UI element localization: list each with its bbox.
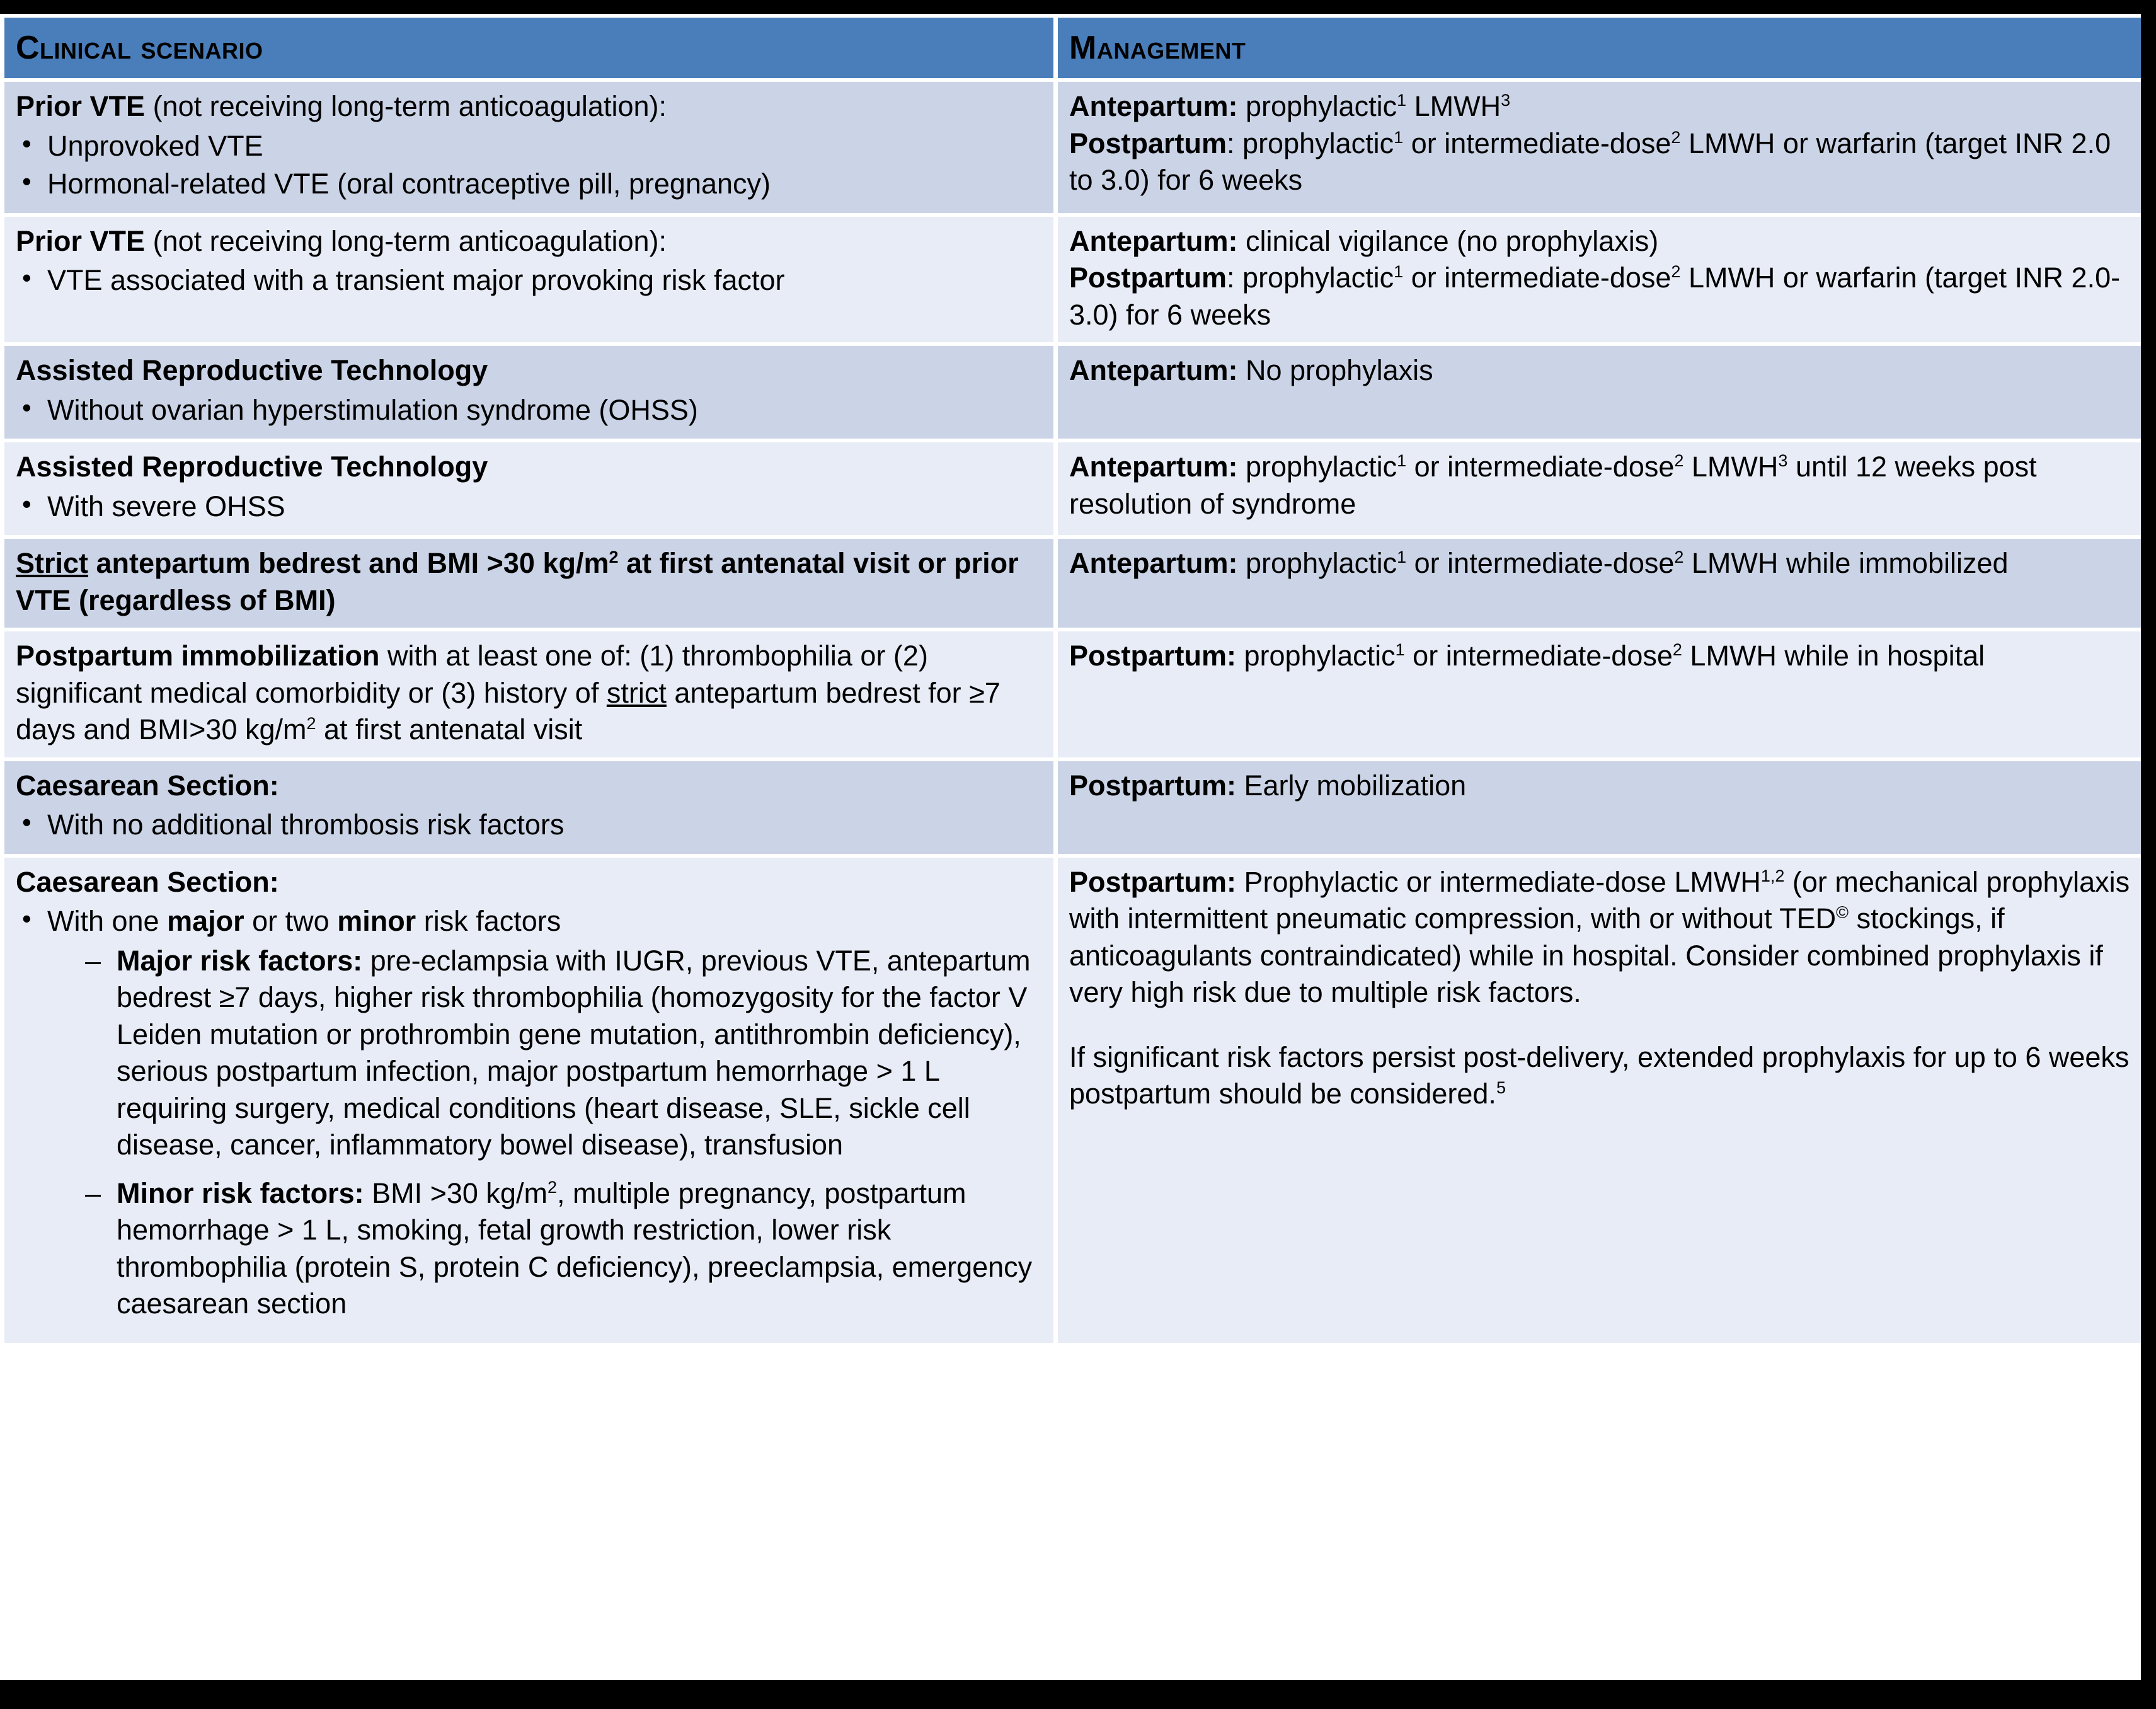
table-row xyxy=(4,631,2141,757)
scenario-bullet-list xyxy=(16,807,1043,844)
sub-bullet-label: Minor risk factors: xyxy=(117,1177,364,1209)
scenario-bullet-list xyxy=(16,903,1043,1323)
table-viewport xyxy=(0,14,2141,1680)
scenario-sub-bullet-list xyxy=(80,943,1043,1323)
management-postpartum-line: Postpartum: prophylactic$^1$ or intermediate-dose$^2$ LMWH while in hospital xyxy=(1069,640,1985,672)
table-row xyxy=(4,858,2141,1343)
cell-scenario xyxy=(4,761,1053,854)
cell-scenario xyxy=(4,82,1053,213)
list-item: • With severe OHSS xyxy=(16,488,1043,526)
management-antepartum-line: Antepartum: clinical vigilance (no prophylaxis) xyxy=(1069,224,1659,257)
underlined-term: Strict xyxy=(16,547,89,579)
vte-prophylaxis-table xyxy=(0,14,2141,1347)
list-item: • With no additional thrombosis risk factors xyxy=(16,807,1043,844)
table-row xyxy=(4,82,2141,213)
list-item: – Major risk factors: pre-eclampsia with IUGR, previous VTE, antepartum bedrest ≥7 days, higher risk thrombophilia (homozygosity for the factor V Leiden mutation or prothrombin gene mutation, antithrombin deficiency), serious postpartum infection, major postpartum hemorrhage > 1 L requiring surgery, medical conditions (heart disease, SLE, sickle cell disease, cancer, inflammatory bowel disease), transfusion xyxy=(80,943,1043,1164)
scenario-bullet-list xyxy=(16,262,1043,299)
scenario-bullet-list xyxy=(16,392,1043,429)
column-header-clinical-scenario xyxy=(4,18,1053,78)
cell-management xyxy=(1058,761,2141,854)
scenario-heading: Postpartum immobilization with at least one of: (1) thrombophilia or (2) significant medical comorbidity or (3) history of strict antepartum bedrest for ≥7 days and BMI>30 $kg/m^2$ at first antenatal visit xyxy=(16,640,1001,745)
underlined-term: strict xyxy=(606,676,667,709)
management-postpartum-line: Postpartum: prophylactic$^1$ or intermediate-dose$^2$ LMWH or warfarin (target INR 2.0-3.0) for 6 weeks xyxy=(1069,262,2121,331)
cell-management xyxy=(1058,858,2141,1343)
cell-management xyxy=(1058,346,2141,439)
column-header-management xyxy=(1058,18,2141,78)
table-header xyxy=(4,18,2141,78)
scenario-bullet-list xyxy=(16,488,1043,526)
header-row xyxy=(4,18,2141,78)
list-item: • With one major or two minor risk factors – Major risk factors: pre-eclampsia with IUGR, previous VTE, antepartum bedrest ≥7 days, higher risk thrombophilia (homozygosity for the factor V Leiden mutation or prothrombin gene mutation, antithrombin deficiency), serious postpartum infection, major postpartum hemorrhage > 1 L requiring surgery, medical conditions (heart disease, SLE, sickle cell disease, cancer, inflammatory bowel disease), transfusion – Minor risk factors: BMI >30 $kg/m^2$, multiple pregnancy, postpartum hemorrhage > 1 L, smoking, fetal growth restriction, lower risk thrombophilia (protein S, protein C deficiency), preeclampsia, emergency caesarean section xyxy=(16,903,1043,1323)
scenario-heading: Prior VTE (not receiving long-term anticoagulation): xyxy=(16,224,667,257)
scenario-bullet-list xyxy=(16,128,1043,203)
cell-scenario xyxy=(4,346,1053,439)
cell-scenario xyxy=(4,539,1053,628)
cell-management xyxy=(1058,442,2141,535)
management-paragraph-1: Postpartum: Prophylactic or intermediate-dose LMWH$^{1,2}$ (or mechanical prophylaxis with intermittent pneumatic compression, with or without TED© stockings, if anticoagulants contraindicated) while in hospital. Consider combined prophylaxis if very high risk due to multiple risk factors. xyxy=(1069,865,2130,1008)
cell-scenario xyxy=(4,858,1053,1343)
table-row xyxy=(4,217,2141,343)
copyright-icon: © xyxy=(1836,903,1849,922)
table-row xyxy=(4,442,2141,535)
header-label-scenario: Clinical scenario xyxy=(16,30,263,66)
cell-management xyxy=(1058,217,2141,343)
table-row xyxy=(4,539,2141,628)
cell-scenario xyxy=(4,442,1053,535)
cell-management xyxy=(1058,82,2141,213)
cell-management xyxy=(1058,539,2141,628)
management-antepartum-line: Antepartum: No prophylaxis xyxy=(1069,354,1433,386)
scenario-heading: Assisted Reproductive Technology xyxy=(16,354,488,386)
list-item: • VTE associated with a transient major provoking risk factor xyxy=(16,262,1043,299)
table-row xyxy=(4,761,2141,854)
scenario-heading: Caesarean Section: xyxy=(16,769,279,802)
management-postpartum-line: Postpartum: prophylactic$^1$ or intermediate-dose$^2$ LMWH or warfarin (target INR 2.0 to 3.0) for 6 weeks xyxy=(1069,127,2111,196)
sub-bullet-label: Major risk factors: xyxy=(117,944,363,977)
cell-scenario xyxy=(4,631,1053,757)
table-row xyxy=(4,346,2141,439)
header-label-management: Management xyxy=(1069,30,1246,66)
cell-scenario xyxy=(4,217,1053,343)
list-item: • Unprovoked VTE xyxy=(16,128,1043,165)
scenario-heading: Caesarean Section: xyxy=(16,865,279,898)
management-paragraph-2: If significant risk factors persist post-delivery, extended prophylaxis for up to 6 weeks postpartum should be considered.$^5$ xyxy=(1069,1040,2130,1110)
cell-management xyxy=(1058,631,2141,757)
list-item: • Without ovarian hyperstimulation syndrome (OHSS) xyxy=(16,392,1043,429)
management-antepartum-line: Antepartum: prophylactic$^1$ or intermediate-dose$^2$ LMWH$^3$ until 12 weeks post resolution of syndrome xyxy=(1069,451,2037,520)
list-item: – Minor risk factors: BMI >30 $kg/m^2$, multiple pregnancy, postpartum hemorrhage > 1 L, smoking, fetal growth restriction, lower risk thrombophilia (protein S, protein C deficiency), preeclampsia, emergency caesarean section xyxy=(80,1175,1043,1323)
management-antepartum-line: Antepartum: prophylactic$^1$ LMWH$^3$ xyxy=(1069,90,1511,122)
table-body xyxy=(4,82,2141,1343)
scenario-heading: Assisted Reproductive Technology xyxy=(16,451,488,483)
list-item: • Hormonal-related VTE (oral contraceptive pill, pregnancy) xyxy=(16,166,1043,203)
scenario-heading: Strict antepartum bedrest and BMI >30 $kg/m^2$ at first antenatal visit or prior VTE (regardless of BMI) xyxy=(16,547,1019,616)
management-antepartum-line: Antepartum: prophylactic$^1$ or intermediate-dose$^2$ LMWH while immobilized xyxy=(1069,547,2009,579)
scenario-heading: Prior VTE (not receiving long-term anticoagulation): xyxy=(16,90,667,122)
management-postpartum-line: Postpartum: Early mobilization xyxy=(1069,769,1467,802)
